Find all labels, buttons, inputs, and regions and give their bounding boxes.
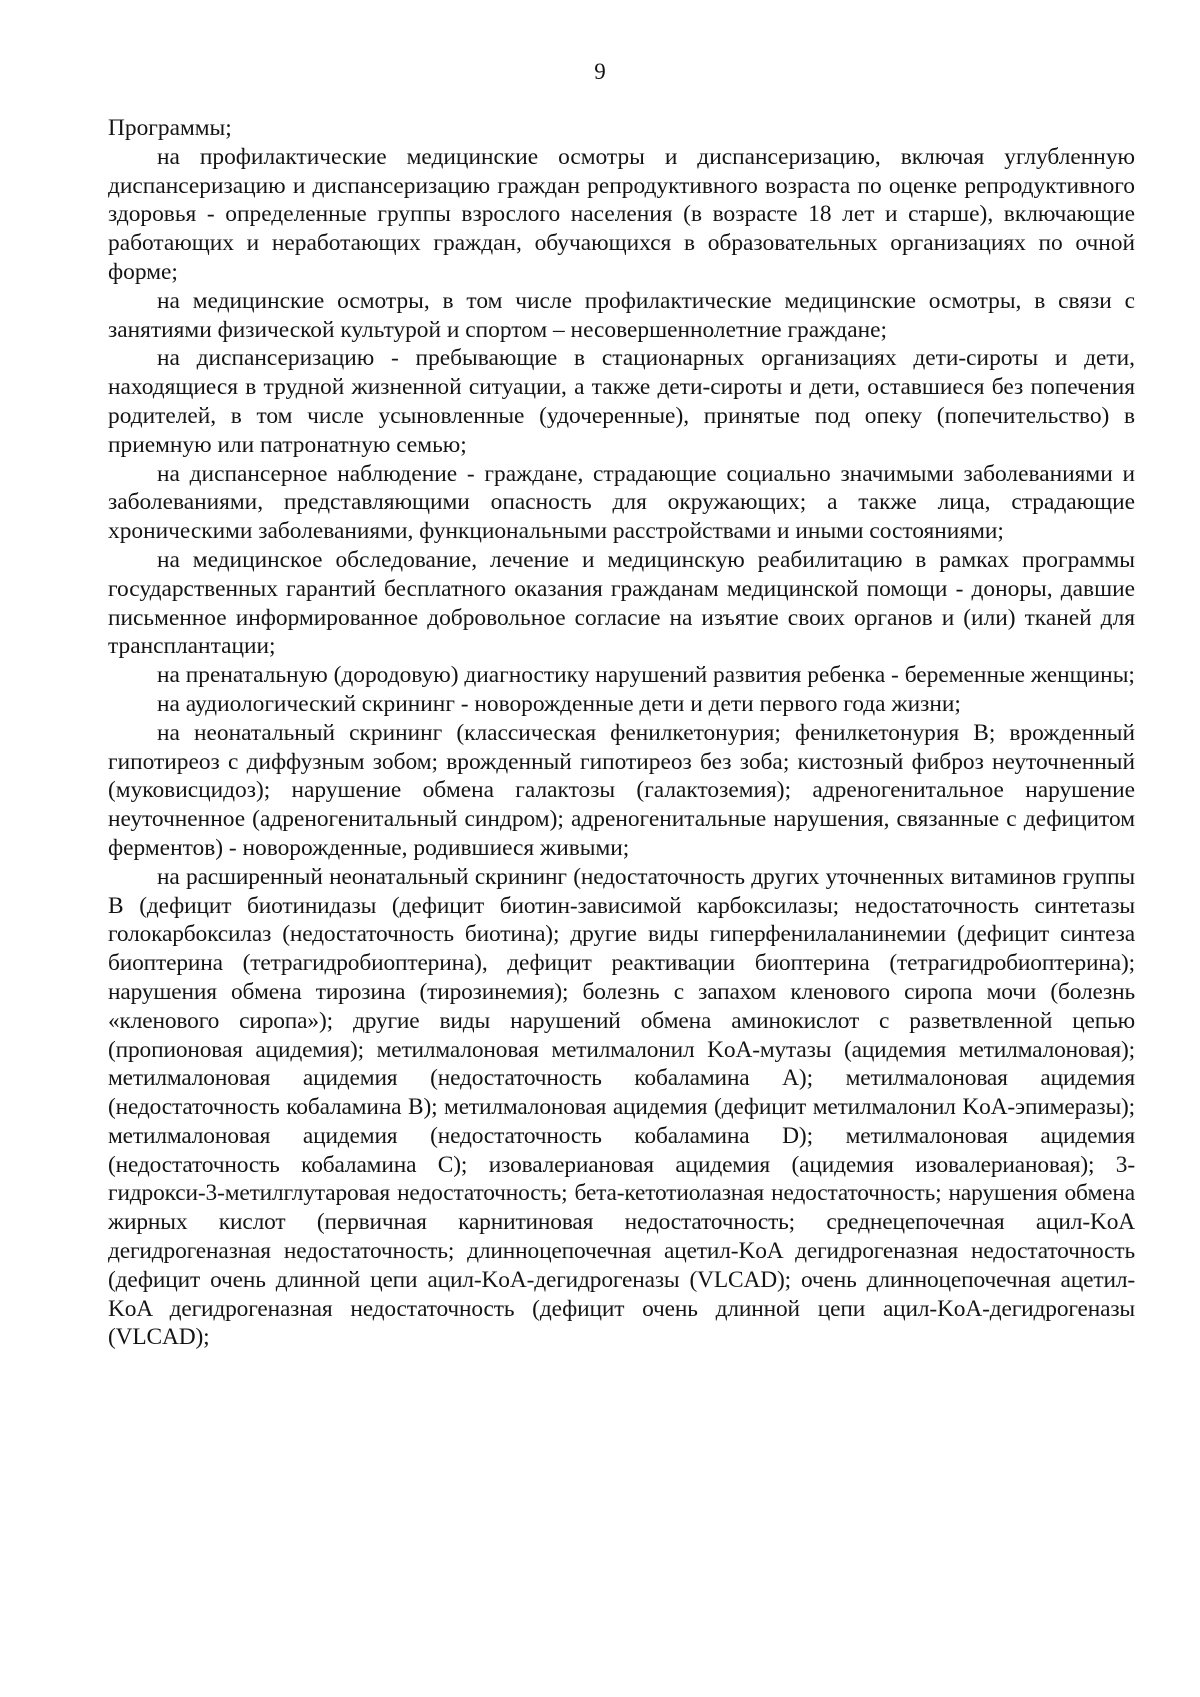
paragraph-audiological-screening: на аудиологический скрининг - новорожденные дети и дети первого года жизни;	[157, 690, 961, 717]
paragraph-dispensary-observation: на диспансерное наблюдение - граждане, страдающие социально значимыми заболеваниями и заболеваниями, представляющими опасность для окружающих; а также лица, страдающие хроническими заболеваниями, функциональными расстройствами и иными состояниями;	[108, 460, 1135, 545]
paragraph-prenatal-diagnostics: на пренатальную (дородовую) диагностику нарушений развития ребенка - беременные женщины;	[157, 662, 1135, 689]
paragraph-extended-neonatal-screening: на расширенный неонатальный скрининг (недостаточность других уточненных витаминов группы B (дефицит биотинидазы (дефицит биотин-зависимой карбоксилазы; недостаточность синтетазы голокарбоксилаз (недостаточность биотина); другие виды гиперфенилаланинемии (дефицит синтеза биоптерина (тетрагидробиоптерина), дефицит реактивации биоптерина (тетрагидробиоптерина); нарушения обмена тирозина (тирозинемия); болезнь с запахом кленового сиропа мочи (болезнь «кленового сиропа»); другие виды нарушений обмена аминокислот с разветвленной цепью (пропионовая ацидемия); метилмалоновая метилмалонил KoA-мутазы (ацидемия метилмалоновая); метилмалоновая ацидемия (недостаточность кобаламина A); метилмалоновая ацидемия (недостаточность кобаламина B); метилмалоновая ацидемия (дефицит метилмалонил KoA-эпимеразы); метилмалоновая ацидемия (недостаточность кобаламина D); метилмалоновая ацидемия (недостаточность кобаламина C); изовалериановая ацидемия (ацидемия изовалериановая); 3-гидрокси-3-метилглутаровая недостаточность; бета-кетотиолазная недостаточность; нарушения обмена жирных кислот (первичная карнитиновая недостаточность; среднецепочечная ацил-KoA дегидрогеназная недостаточность; длинноцепочечная ацетил-KoA дегидрогеназная недостаточность (дефицит очень длинной цепи ацил-KoA-дегидрогеназы (VLCAD); очень длинноцепочечная ацетил-KoA дегидрогеназная недостаточность (дефицит очень длинной цепи ацил-KoA-дегидрогеназы (VLCAD);	[108, 863, 1135, 1351]
paragraph-donors: на медицинское обследование, лечение и медицинскую реабилитацию в рамках программы государственных гарантий бесплатного оказания гражданам медицинской помощи - доноры, давшие письменное информированное добровольное согласие на изъятие своих органов и (или) тканей для трансплантации;	[108, 546, 1135, 660]
paragraph-programs: Программы;	[108, 115, 232, 141]
document-body	[108, 114, 1135, 1352]
page-number: 9	[594, 59, 606, 84]
paragraph-neonatal-screening: на неонатальный скрининг (классическая фенилкетонурия; фенилкетонурия B; врожденный гипотиреоз с диффузным зобом; врожденный гипотиреоз без зоба; кистозный фиброз неуточненный (муковисцидоз); нарушение обмена галактозы (галактоземия); адреногенитальное нарушение неуточненное (адреногенитальный синдром); адреногенитальные нарушения, связанные с дефицитом ферментов) - новорожденные, родившиеся живыми;	[108, 719, 1135, 861]
paragraph-preventive-exams: на профилактические медицинские осмотры и диспансеризацию, включая углубленную диспансеризацию и диспансеризацию граждан репродуктивного возраста по оценке репродуктивного здоровья - определенные группы взрослого населения (в возрасте 18 лет и старше), включающие работающих и неработающих граждан, обучающихся в образовательных организациях по очной форме;	[108, 143, 1135, 285]
paragraph-orphans-dispensary: на диспансеризацию - пребывающие в стационарных организациях дети-сироты и дети, находящиеся в трудной жизненной ситуации, а также дети-сироты и дети, оставшиеся без попечения родителей, в том числе усыновленные (удочеренные), принятые под опеку (попечительство) в приемную или патронатную семью;	[108, 345, 1135, 458]
paragraph-minors-exams: на медицинские осмотры, в том числе профилактические медицинские осмотры, в связи с занятиями физической культурой и спортом – несовершеннолетние граждане;	[108, 287, 1135, 343]
